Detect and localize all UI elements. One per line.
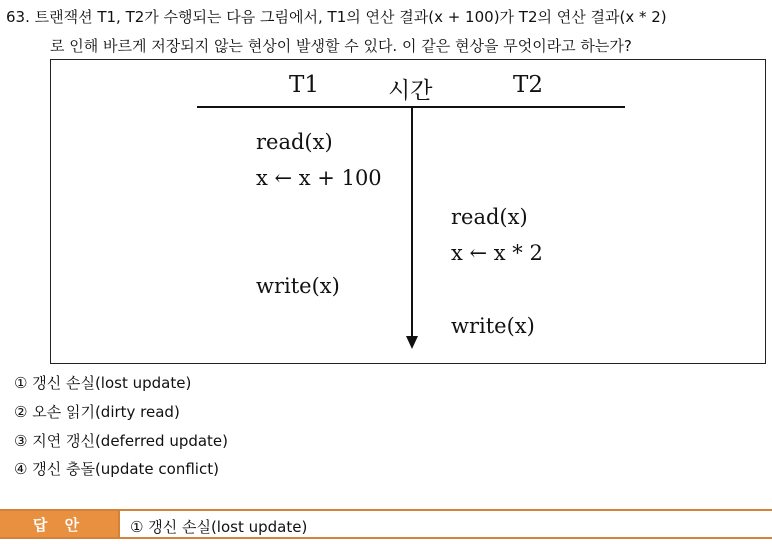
column-header-t1: T1: [289, 72, 319, 98]
t1-op-compute: x ← x + 100: [256, 166, 382, 190]
transaction-diagram: [50, 59, 766, 364]
question-text-line1: 63. 트랜잭션 T1, T2가 수행되는 다음 그림에서, T1의 연산 결과(x + 100)가 T2의 연산 결과(x * 2): [6, 8, 667, 26]
answer-divider: [118, 511, 120, 537]
option-3: ③ 지연 갱신(deferred update): [14, 432, 229, 450]
answer-label: 답 안: [0, 511, 118, 537]
t2-op-compute: x ← x * 2: [451, 241, 543, 265]
option-4: ④ 갱신 충돌(update conflict): [14, 460, 219, 478]
t1-op-read: read(x): [256, 130, 333, 154]
answer-text: ① 갱신 손실(lost update): [130, 518, 308, 536]
t2-op-read: read(x): [451, 205, 528, 229]
time-axis-arrow: [51, 60, 767, 365]
option-1: ① 갱신 손실(lost update): [14, 374, 192, 392]
column-header-t2: T2: [513, 72, 543, 98]
question-text-line2: 로 인해 바르게 저장되지 않는 현상이 발생할 수 있다. 이 같은 현상을 무엇이라고 하는가?: [50, 37, 632, 55]
t1-op-write: write(x): [256, 274, 340, 298]
option-2: ② 오손 읽기(dirty read): [14, 403, 180, 421]
column-header-time: 시간: [388, 78, 433, 104]
t2-op-write: write(x): [451, 314, 535, 338]
answer-row: [0, 509, 772, 539]
